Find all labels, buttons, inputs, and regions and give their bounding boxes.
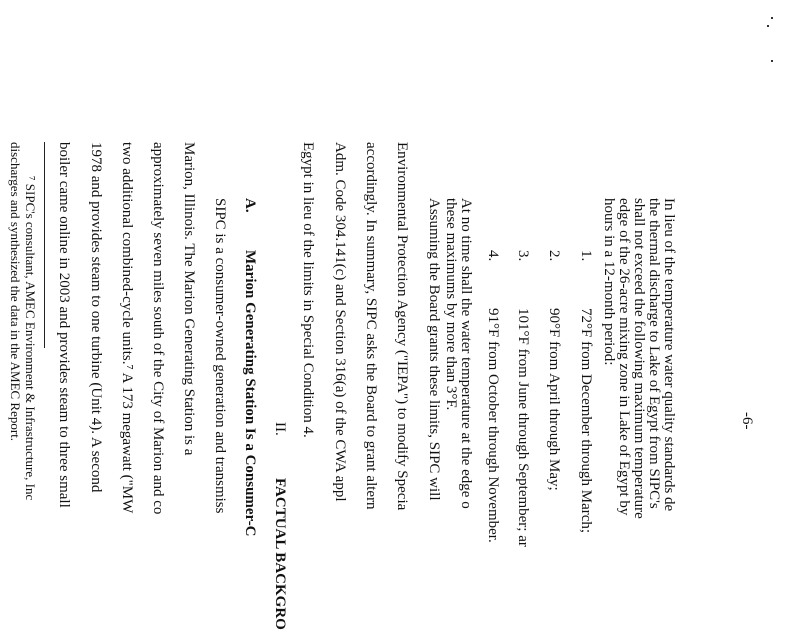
- body-line: Environmental Protection Agency ("IEPA") to modify Specia: [394, 142, 410, 511]
- intro-line: the thermal discharge to Lake of Egypt from SIPC's: [646, 198, 662, 509]
- scan-speck: [771, 17, 773, 19]
- footnote-line: ⁷ SIPC's consultant, AMEC Environment & Infrastructure, Inc: [23, 176, 38, 501]
- subheading-title: Marion Generating Station Is a Consumer-C: [242, 250, 258, 537]
- para-line: boiler came online in 2003 and provides steam to three small: [56, 142, 72, 508]
- limit-text: 72°F from December through March;: [578, 308, 594, 534]
- intro-line: edge of the 26-acre mixing zone in Lake of Egypt by: [616, 198, 632, 516]
- block-line: At no time shall the water temperature at the edge o: [458, 198, 474, 509]
- limit-number: 2.: [546, 250, 562, 262]
- footnote-line: discharges and synthesized the data in the AMEC Report.: [8, 142, 23, 442]
- para-line: Marion, Illinois. The Marion Generating Station is a: [181, 142, 197, 456]
- block-line: these maximums by more than 3°F.: [443, 198, 459, 411]
- section-title: FACTUAL BACKGRO: [272, 478, 288, 630]
- limit-text: 101°F from June through September; ar: [515, 308, 531, 547]
- body-line: Egypt in lieu of the limits in Special Condition 4.: [300, 142, 316, 438]
- scan-speck: [771, 60, 773, 62]
- section-number: II.: [272, 422, 288, 436]
- body-line: Adm. Code 304.141(c) and Section 316(a) of the CWA appl: [332, 142, 348, 502]
- limit-number: 3.: [515, 250, 531, 262]
- limit-number: 4.: [485, 250, 501, 262]
- subheading-letter: A.: [242, 198, 258, 213]
- body-line: accordingly. In summary, SIPC asks the Board to grant altern: [363, 142, 379, 510]
- body-line: Assuming the Board grants these limits, SIPC will: [426, 198, 442, 501]
- para-line: 1978 and provides steam to one turbine (Unit 4). A second: [88, 142, 104, 493]
- footnote-rule: [44, 142, 45, 348]
- intro-line: In lieu of the temperature water quality standards de: [661, 198, 677, 512]
- limit-number: 1.: [578, 250, 594, 262]
- para-line: approximately seven miles south of the City of Marion and co: [150, 142, 166, 515]
- para-line: SIPC is a consumer-owned generation and transmiss: [212, 198, 228, 514]
- scan-speck: [767, 25, 769, 27]
- para-line: two additional combined-cycle units.⁷ A 173 megawatt ("MW: [119, 142, 135, 514]
- intro-line: shall not exceed the following maximum temperature: [631, 198, 647, 519]
- page-number: -6-: [739, 412, 755, 430]
- limit-text: 91°F from October through November.: [485, 308, 501, 543]
- intro-line: hours in a 12-month period:: [601, 198, 617, 366]
- limit-text: 90°F from April through May;: [546, 308, 562, 491]
